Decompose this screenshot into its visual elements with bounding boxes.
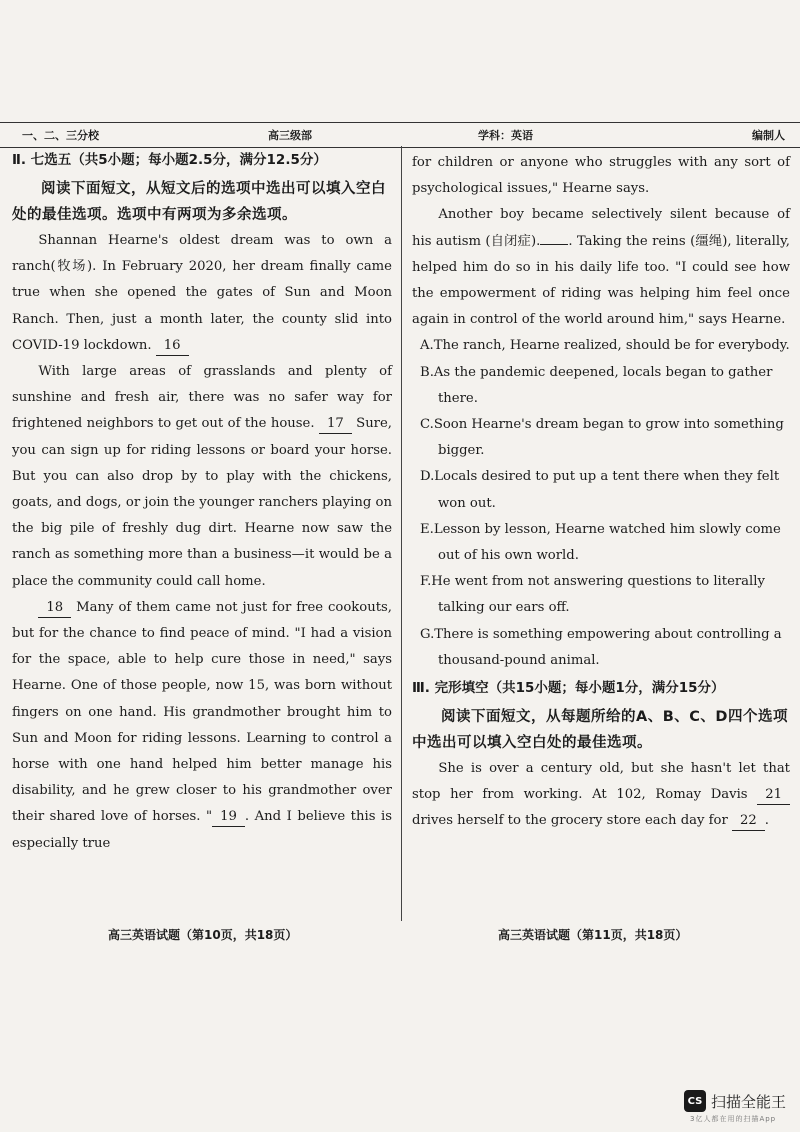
section-title-seven-choose-five: Ⅱ. 七选五（共5小题；每小题2.5分，满分12.5分） [12, 152, 327, 168]
passage-paragraph-4: for children or anyone who struggles with any sort of psychological issues," Hearne says. [412, 155, 790, 197]
section-instruction: 阅读下面短文，从短文后的选项中选出可以填入空白处的最佳选项。选项中有两项为多余选项。 [12, 181, 386, 223]
footer-left-page-number: 高三英语试题（第10页，共18页） [108, 928, 298, 942]
blank-19: 19 [212, 808, 245, 827]
column-divider [401, 146, 402, 921]
section-title-cloze: Ⅲ. 完形填空（共15小题；每小题1分，满分15分） [412, 680, 725, 697]
watermark-subtitle: 3亿人都在用的扫描App [690, 1115, 777, 1123]
option-a: A.The ranch, Hearne realized, should be for everybody. [420, 338, 790, 354]
option-d: D.Locals desired to put up a tent there when they felt won out. [420, 469, 780, 511]
passage-paragraph-5: Another boy became selectively silent because of his autism (自闭症). . Taking the reins (缰绳), literally, helped him do so in his daily life too. "I could see how the empowerment of riding was helping him feel once again in control of the world around him," says Hearne. [412, 207, 790, 328]
watermark-name: 扫描全能王 [711, 1092, 787, 1111]
passage-paragraph-2: With large areas of grasslands and plenty of sunshine and fresh air, there was no safer way for frightened neighbors to get out of the house. 17 Sure, you can sign up for riding lessons or board your horse. But you can also drop by to play with the chickens, goats, and dogs, or join the younger ranchers playing on the big pile of freshly dug dirt. Hearne now saw the ranch as something more than a business—it would be a place the community could call home. [12, 364, 392, 589]
option-b: B.As the pandemic deepened, locals began to gather there. [420, 364, 773, 406]
left-column [12, 150, 392, 857]
scanner-watermark [684, 1090, 786, 1112]
cloze-paragraph-1: She is over a century old, but she hasn't let that stop her from working. At 102, Romay Davis 21 drives herself to the grocery store each day for 22 . [412, 756, 790, 835]
blank-18: 18 [38, 599, 71, 618]
passage-paragraph-1: Shannan Hearne's oldest dream was to own a ranch(牧场). In February 2020, her dream finally came true when she opened the gates of Sun and Moon Ranch. Then, just a month later, the county slid into COVID-19 lockdown. 16 [12, 228, 392, 359]
right-column [412, 150, 790, 835]
options-list [412, 333, 790, 674]
cloze-instruction: 阅读下面短文，从每题所给的A、B、C、D四个选项中选出可以填入空白处的最佳选项。 [412, 709, 788, 752]
header-subject: 学科：英语 [478, 129, 533, 142]
option-g: G.There is something empowering about controlling a thousand-pound animal. [420, 626, 782, 668]
passage-paragraph-3: 18 Many of them came not just for free cookouts, but for the chance to find peace of mind. "I had a vision for the space, able to help cure those in need," says Hearne. One of those people, now 15, was born without fingers on one hand. His grandmother brought him to Sun and Moon for riding lessons. Learning to control a horse with one hand helped him better manage his disability, and he grew closer to his grandmother over their shared love of horses. " 19 . And I believe this is especially true [12, 599, 392, 851]
blank-21: 21 [757, 786, 790, 805]
option-f: F.He went from not answering questions to literally talking our ears off. [420, 574, 765, 616]
footer-right-page-number: 高三英语试题（第11页，共18页） [498, 928, 688, 942]
header-dept: 高三级部 [268, 129, 312, 142]
option-c: C.Soon Hearne's dream began to grow into something bigger. [420, 417, 784, 459]
blank-20 [540, 244, 568, 245]
option-e: E.Lesson by lesson, Hearne watched him slowly come out of his own world. [420, 521, 781, 564]
blank-16: 16 [156, 337, 189, 356]
header-editor: 编制人 [752, 129, 785, 142]
page-header [0, 122, 800, 148]
blank-17: 17 [319, 415, 352, 434]
header-school: 一、二、三分校 [22, 129, 99, 142]
camscanner-icon: CS [684, 1090, 706, 1112]
blank-22: 22 [732, 812, 765, 831]
